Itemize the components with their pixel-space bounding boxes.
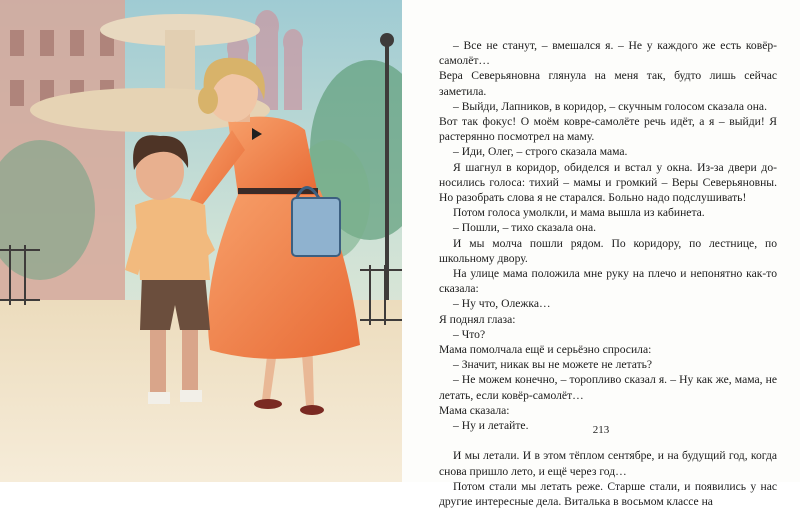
paragraph: – Выйди, Лапников, в коридор, – скучным голосом сказала она.: [453, 99, 767, 113]
paragraph: И мы летали. И в этом тёплом сентябре, и на будущий год, когда снова пришло лето, и ещё через год…: [439, 449, 777, 478]
paragraph: Потом голоса умолкли, и мама вышла из кабинета.: [453, 206, 705, 220]
paragraph: Мама сказала:: [439, 403, 510, 417]
paragraph: На улице мама положила мне руку на плечо и непонятно как-то сказала:: [439, 267, 777, 296]
paragraph: – Все не станут, – вмешался я. – Не у каждого же есть ковёр-самолёт…: [439, 39, 777, 68]
paragraph: И мы молча пошли рядом. По коридору, по лестнице, по школьному двору.: [439, 236, 777, 265]
paragraph: – Ну и летайте.: [453, 419, 529, 433]
paragraph: Вот так фокус! О моём ковре-самолёте речь идёт, а я – выйди! Я растерянно посмотрел на маму.: [439, 115, 777, 144]
text-page: [402, 0, 800, 509]
paragraph: Мама помолчала ещё и серьёзно спросила:: [439, 343, 652, 357]
page-number: 213: [592, 424, 610, 436]
paragraph: Вера Северьяновна глянула на меня так, будто лишь сейчас заметила.: [439, 69, 777, 98]
paragraph: Я поднял глаза:: [439, 312, 516, 326]
paragraph: – Что?: [453, 327, 486, 341]
paragraph: – Пошли, – тихо сказала она.: [453, 221, 597, 235]
paragraph: – Ну что, Олежка…: [453, 297, 551, 311]
book-illustration-mother-and-son-icon: [0, 0, 402, 482]
paragraph: Я шагнул в коридор, обиделся и встал у окна. Из-за двери доносились голоса: тихий – мамы и громкий – Веры Северьяновны. Но разобрать слова я не старался. Больно надо подслушивать!: [439, 160, 777, 205]
paragraph: – Значит, никак вы не можете не летать?: [453, 358, 653, 372]
story-text: [439, 38, 777, 509]
illustration: [0, 0, 402, 482]
paragraph: – Не можем конечно, – торопливо сказал я. – Ну как же, мама, не летать, если ковёр-самолёт…: [439, 373, 777, 402]
paragraph: – Иди, Олег, – строго сказала мама.: [453, 145, 628, 159]
paragraph: Потом стали мы летать реже. Старше стали, и появились у нас другие интересные дела. Виталька в восьмом классе на: [439, 479, 777, 509]
